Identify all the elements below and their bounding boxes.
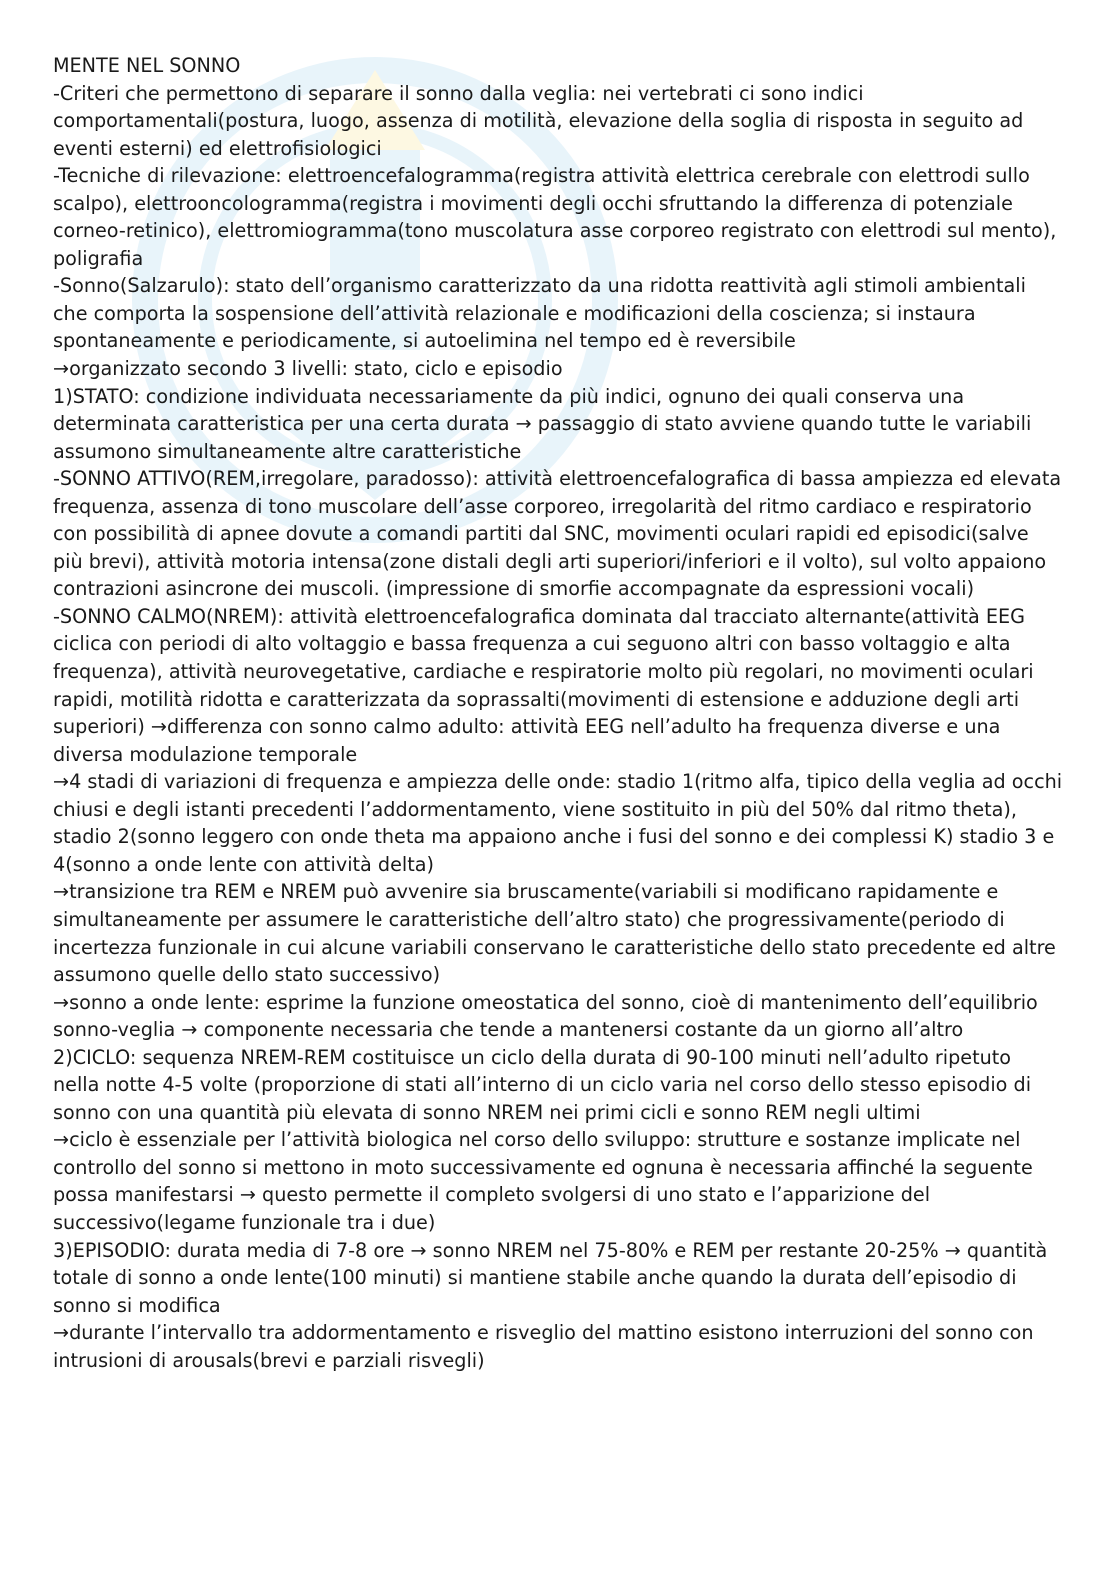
paragraph-transizione: →transizione tra REM e NREM può avvenire sia bruscamente(variabili si modificano rapidamente e simultaneamente per assumere le caratteristiche dell’altro stato) che progressivamente(periodo di incertezza funzionale in cui alcune variabili conservano le caratteristiche dello stato precedente ed altre assumono quelle dello stato successivo) <box>53 880 1056 987</box>
paragraph-tecniche: -Tecniche di rilevazione: elettroencefalogramma(registra attività elettrica cerebrale con elettrodi sullo scalpo), elettrooncologramma(registra i movimenti degli occhi sfruttando la differenza di potenziale corneo-retinico), elettromiogramma(tono muscolatura asse corporeo registrato con elettrodi sul mento), poligrafia <box>53 164 1057 270</box>
paragraph-criteri: -Criteri che permettono di separare il sonno dalla veglia: nei vertebrati ci sono indici comportamentali(postura, luogo, assenza di motilità, elevazione della soglia di risposta in seguito ad eventi esterni) ed elettrofisiologici <box>53 81 1024 160</box>
paragraph-sonno-definizione: -Sonno(Salzarulo): stato dell’organismo caratterizzato da una ridotta reattività agli stimoli ambientali che comporta la sospensione dell’attività relazionale e modificazioni della coscienza; si instaura spontaneamente e periodicamente, si autoelimina nel tempo ed è reversibile <box>53 274 1026 353</box>
paragraph-ciclo-sviluppo: →ciclo è essenziale per l’attività biologica nel corso dello sviluppo: strutture e sostanze implicate nel controllo del sonno si mettono in moto successivamente ed ognuna è necessaria affinché la seguente possa manifestarsi → questo permette il completo svolgersi di uno stato e l’apparizione del successivo(legame funzionale tra i due) <box>53 1128 1033 1234</box>
paragraph-episodio: 3)EPISODIO: durata media di 7-8 ore → sonno NREM nel 75-80% e REM per restante 20-25% → quantità totale di sonno a onde lente(100 minuti) si mantiene stabile anche quando la durata dell’episodio di sonno si modifica <box>53 1238 1048 1317</box>
paragraph-arousals: →durante l’intervallo tra addormentamento e risveglio del mattino esistono interruzioni del sonno con intrusioni di arousals(brevi e parziali risvegli) <box>53 1321 1034 1372</box>
paragraph-livelli: →organizzato secondo 3 livelli: stato, ciclo e episodio <box>53 357 563 381</box>
paragraph-sonno-attivo: -SONNO ATTIVO(REM,irregolare, paradosso): attività elettroencefalografica di bassa ampiezza ed elevata frequenza, assenza di tono muscolare dell’asse corporeo, irregolarità del ritmo cardiaco e respiratorio con possibilità di apnee dovute a comandi partiti dal SNC, movimenti oculari rapidi ed episodici(salve più brevi), attività motoria intensa(zone distali degli arti superiori/inferiori e il volto), sul volto appaiono contrazioni asincrone dei muscoli. (impressione di smorfie accompagnate da espressioni vocali) <box>53 467 1062 601</box>
paragraph-sonno-calmo: -SONNO CALMO(NREM): attività elettroencefalografica dominata dal tracciato alternante(attività EEG ciclica con periodi di alto voltaggio e bassa frequenza a cui seguono altri con basso voltaggio e alta frequenza), attività neurovegetative, cardiache e respiratorie molto più regolari, no movimenti oculari rapidi, motilità ridotta e caratterizzata da soprassalti(movimenti di estensione e adduzione degli arti superiori) →differenza con sonno calmo adulto: attività EEG nell’adulto ha frequenza diverse e una diversa modulazione temporale <box>53 604 1034 766</box>
paragraph-onde-lente: →sonno a onde lente: esprime la funzione omeostatica del sonno, cioè di mantenimento dell’equilibrio sonno-veglia → componente necessaria che tende a mantenersi costante da un giorno all’altro <box>53 990 1038 1042</box>
document-body <box>53 52 1063 1374</box>
paragraph-stato: 1)STATO: condizione individuata necessariamente da più indici, ognuno dei quali conserva una determinata caratteristica per una certa durata → passaggio di stato avviene quando tutte le variabili assumono simultaneamente altre caratteristiche <box>53 384 1032 463</box>
paragraph-ciclo: 2)CICLO: sequenza NREM-REM costituisce un ciclo della durata di 90-100 minuti nell’adulto ripetuto nella notte 4-5 volte (proporzione di stati all’interno di un ciclo varia nel corso dello stesso episodio di sonno con una quantità più elevata di sonno NREM nei primi cicli e sonno REM negli ultimi <box>53 1045 1032 1124</box>
document-title: MENTE NEL SONNO <box>53 54 241 77</box>
paragraph-stadi: →4 stadi di variazioni di frequenza e ampiezza delle onde: stadio 1(ritmo alfa, tipico della veglia ad occhi chiusi e degli istanti precedenti l’addormentamento, viene sostituito in più del 50% dal ritmo theta), stadio 2(sonno leggero con onde theta ma appaiono anche i fusi del sonno e dei complessi K) stadio 3 e 4(sonno a onde lente con attività delta) <box>53 770 1063 876</box>
